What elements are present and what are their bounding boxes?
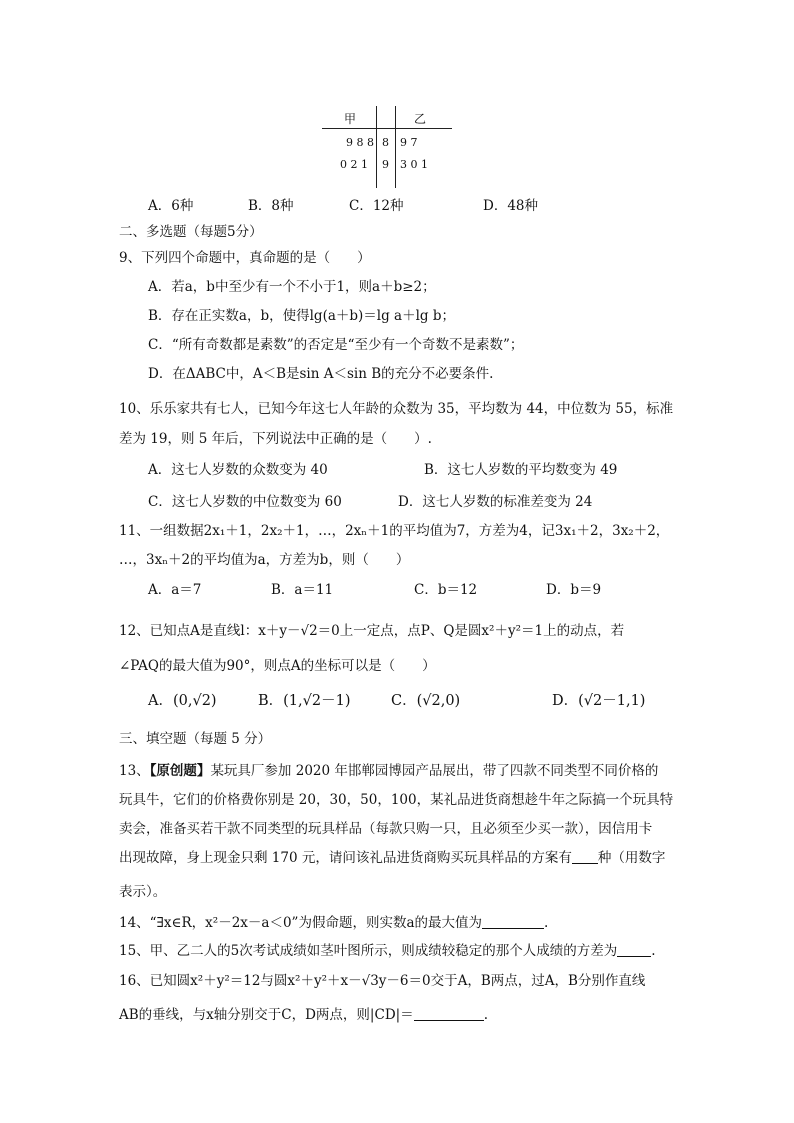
q11-option-d: D．b＝9 [546, 582, 602, 598]
q16-line1: 16、已知圆x²＋y²＝12与圆x²＋y²＋x－√3y－6＝0交于A，B两点，过A，B分别作直线 [119, 973, 646, 989]
q13-answer-blank[interactable] [572, 849, 598, 864]
stem-leaf-divider-horizontal [322, 128, 452, 129]
q12-option-c: C．(√2,0) [391, 693, 461, 709]
q12-option-b: B．(1,√2－1) [258, 693, 351, 709]
q10-option-a: A．这七人岁数的众数变为 40 [148, 462, 328, 478]
q13-line1 [119, 759, 658, 779]
q16-end: . [483, 1007, 488, 1023]
stem-leaf-row1-left: 9 8 8 [346, 136, 374, 149]
q8-option-a: A．6种 [148, 198, 194, 214]
q8-option-c: C．12种 [349, 198, 404, 214]
q10-stem-line2: 差为 19，则 5 年后，下列说法中正确的是（ ）. [119, 431, 432, 447]
q15-answer-blank[interactable] [617, 942, 651, 957]
stem-leaf-plot [322, 106, 452, 188]
q11-stem-line1: 11、一组数据2x₁＋1，2x₂＋1，…，2xₙ＋1的平均值为7，方差为4，记3x₁＋2，3x₂＋2， [119, 523, 670, 539]
q16-answer-blank[interactable] [414, 1006, 484, 1021]
q13-number: 13、 [119, 763, 150, 779]
q9-option-d: D．在ΔABC中，A＜B是sin A＜sin B的充分不必要条件. [148, 366, 494, 382]
q16-line2 [119, 1003, 488, 1023]
q14 [119, 911, 548, 931]
q10-option-d: D．这七人岁数的标准差变为 24 [398, 494, 593, 510]
stem-leaf-row1-right: 9 7 [400, 136, 418, 149]
q14-text: 14、“∃x∈R，x²－2x－a＜0”为假命题，则实数a的最大值为 [119, 915, 482, 931]
q10-stem-line1: 10、乐乐家共有七人，已知今年这七人年龄的众数为 35，平均数为 44，中位数为 55，标准 [119, 401, 674, 417]
q9-option-a: A．若a，b中至少有一个不小于1，则a＋b≥2； [148, 279, 436, 295]
stem-leaf-left-header: 甲 [344, 112, 357, 126]
q9-option-b: B．存在正实数a，b，使得lg(a＋b)＝lg a＋lg b； [148, 308, 455, 324]
q8-option-d: D．48种 [483, 198, 539, 214]
stem-leaf-row1-stem: 8 [382, 136, 389, 149]
q9-option-c: C．“所有奇数都是素数”的否定是“至少有一个奇数不是素数”； [148, 337, 524, 353]
section-title-multiple-choice: 二、多选题（每题5分） [119, 224, 263, 240]
q13-line2: 玩具牛，它们的价格费你别是 20，30，50，100，某礼品进货商想趁牛年之际搞一个玩具特 [119, 792, 674, 808]
q13-original-tag: 【原创题】 [149, 763, 211, 779]
q12-option-d: D．(√2－1,1) [552, 693, 646, 709]
stem-leaf-divider-left [376, 106, 377, 188]
stem-leaf-row2-left: 0 2 1 [340, 158, 368, 171]
q15-text: 15、甲、乙二人的5次考试成绩如茎叶图所示，则成绩较稳定的那个人成绩的方差为 [119, 943, 618, 959]
q11-stem-line2: …，3xₙ＋2的平均值为a，方差为b，则（ ） [119, 552, 410, 568]
q13-line4 [119, 846, 665, 866]
q13-line4-before: 出现故障，身上现金只剩 170 元，请问该礼品进货商购买玩具样品的方案有 [119, 850, 572, 866]
q10-option-b: B．这七人岁数的平均数变为 49 [424, 462, 618, 478]
q15 [119, 939, 656, 959]
q9-stem: 9、下列四个命题中，真命题的是（ ） [119, 250, 371, 266]
q16-text: AB的垂线，与x轴分别交于C，D两点，则|CD|＝ [119, 1007, 414, 1023]
q14-end: . [544, 915, 549, 931]
q12-stem-line2: ∠PAQ的最大值为90°，则点A的坐标可以是（ ） [119, 658, 436, 674]
section-title-fill-in: 三、填空题（每题 5 分） [119, 731, 272, 747]
q15-end: . [651, 943, 656, 959]
q10-option-c: C．这七人岁数的中位数变为 60 [148, 494, 342, 510]
q13-text-line1: 某玩具厂参加 2020 年邯郸园博园产品展出，带了四款不同类型不同价格的 [210, 763, 659, 779]
q13-line3: 卖会，准备买若干款不同类型的玩具样品（每款只购一只，且必须至少买一款），因信用卡 [119, 821, 653, 837]
stem-leaf-divider-right [395, 106, 396, 188]
q11-option-b: B．a＝11 [271, 582, 334, 598]
stem-leaf-right-header: 乙 [414, 112, 427, 126]
q11-option-a: A．a＝7 [148, 582, 202, 598]
q12-stem-line1: 12、已知点A是直线l：x＋y－√2＝0上一定点，点P、Q是圆x²＋y²＝1上的动点，若 [119, 623, 625, 639]
q13-line5: 表示）。 [119, 884, 167, 900]
q11-option-c: C．b＝12 [414, 582, 478, 598]
q14-answer-blank[interactable] [482, 914, 544, 929]
stem-leaf-row2-right: 3 0 1 [400, 158, 428, 171]
q8-option-b: B．8种 [248, 198, 294, 214]
stem-leaf-row2-stem: 9 [382, 158, 389, 171]
q12-option-a: A．(0,√2) [148, 693, 217, 709]
q13-line4-after: 种（用数字 [597, 850, 666, 866]
